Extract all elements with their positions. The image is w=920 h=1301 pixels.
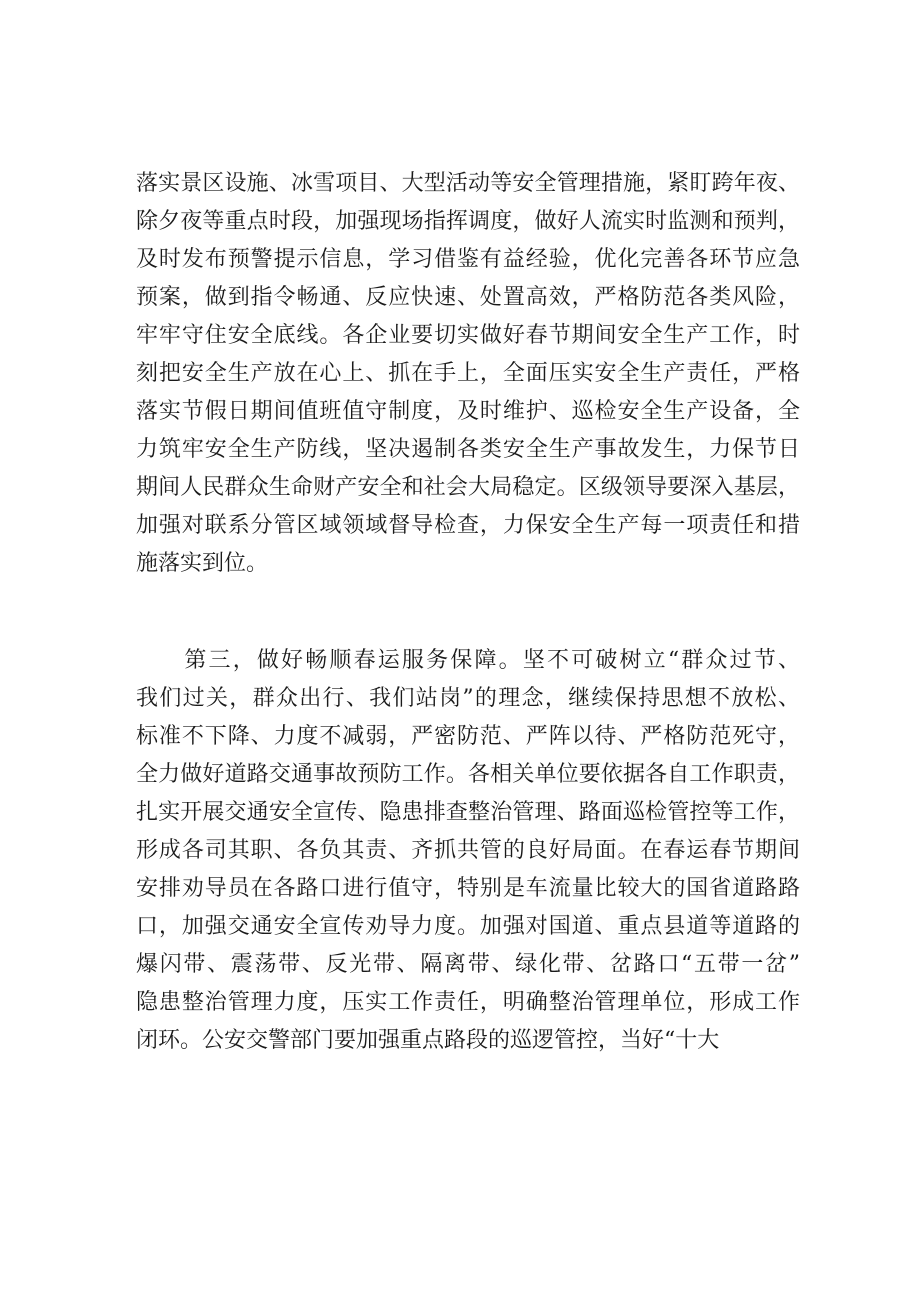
paragraph-line: 全力做好道路交通事故预防工作。各相关单位要依据各自工作职责， (136, 762, 800, 787)
paragraph-line: 安排劝导员在各路口进行值守，特别是车流量比较大的国省道路路 (136, 876, 800, 901)
paragraph-line: 及时发布预警提示信息，学习借鉴有益经验，优化完善各环节应急 (136, 247, 800, 272)
paragraph-line: 施落实到位。 (136, 551, 269, 576)
paragraph-line: 期间人民群众生命财产安全和社会大局稳定。区级领导要深入基层， (136, 475, 800, 500)
paragraph-line: 形成各司其职、各负其责、齐抓共管的良好局面。在春运春节期间 (136, 838, 800, 863)
paragraph-line: 落实节假日期间值班值守制度，及时维护、巡检安全生产设备，全 (136, 399, 800, 424)
paragraph-line: 标准不下降、力度不减弱，严密防范、严阵以待、严格防范死守， (136, 724, 800, 749)
paragraph-line: 刻把安全生产放在心上、抓在手上，全面压实安全生产责任，严格 (136, 361, 800, 386)
paragraph-line: 爆闪带、震荡带、反光带、隔离带、绿化带、岔路口“五带一岔” (136, 952, 800, 977)
paragraph-line: 加强对联系分管区域领域督导检查，力保安全生产每一项责任和措 (136, 513, 800, 538)
paragraph-line: 闭环。公安交警部门要加强重点路段的巡逻管控，当好“十大 (136, 1028, 720, 1053)
paragraph-line: 除夕夜等重点时段，加强现场指挥调度，做好人流实时监测和预判， (136, 209, 800, 234)
paragraph-line: 牢牢守住安全底线。各企业要切实做好春节期间安全生产工作，时 (136, 323, 800, 348)
paragraph-2 (136, 642, 800, 1060)
paragraph-line: 扎实开展交通安全宣传、隐患排查整治管理、路面巡检管控等工作， (136, 800, 800, 825)
paragraph-line: 隐患整治管理力度，压实工作责任，明确整治管理单位，形成工作 (136, 990, 800, 1015)
paragraph-line: 口，加强交通安全宣传劝导力度。加强对国道、重点县道等道路的 (136, 914, 800, 939)
paragraph-line: 预案，做到指令畅通、反应快速、处置高效，严格防范各类风险， (136, 285, 800, 310)
paragraph-line: 落实景区设施、冰雪项目、大型活动等安全管理措施，紧盯跨年夜、 (136, 171, 800, 196)
paragraph-line: 我们过关，群众出行、我们站岗”的理念，继续保持思想不放松、 (136, 686, 800, 711)
paragraph-line: 力筑牢安全生产防线，坚决遏制各类安全生产事故发生，力保节日 (136, 437, 800, 462)
paragraph-line: 第三，做好畅顺春运服务保障。坚不可破树立“群众过节、 (136, 648, 800, 673)
paragraph-1 (136, 165, 800, 583)
